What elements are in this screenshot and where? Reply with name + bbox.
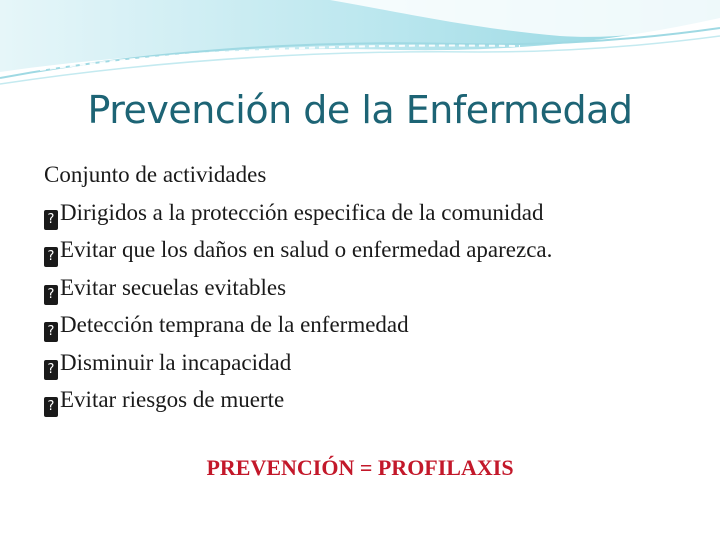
- list-item: [44, 306, 704, 344]
- list-item: [44, 269, 704, 307]
- list-item: [44, 344, 704, 382]
- list-item-text: Evitar secuelas evitables: [60, 274, 287, 300]
- missing-glyph-icon: ?: [44, 360, 58, 380]
- slide-title: Prevención de la Enfermedad: [87, 88, 633, 132]
- list-item: [44, 381, 704, 419]
- list-item-text: Disminuir la incapacidad: [60, 349, 292, 375]
- missing-glyph-icon: ?: [44, 322, 58, 342]
- decorative-wave-banner: [0, 0, 720, 90]
- list-item-text: Dirigidos a la protección especifica de la comunidad: [60, 199, 544, 225]
- list-item: [44, 194, 704, 232]
- slide-body: [44, 156, 704, 419]
- list-item-text: Evitar riesgos de muerte: [60, 387, 285, 412]
- missing-glyph-icon: ?: [44, 247, 58, 267]
- intro-line: Conjunto de actividades: [44, 162, 267, 187]
- list-item-text: Evitar que los daños en salud o enfermedad aparezca.: [60, 237, 553, 262]
- list-item-text: Detección temprana de la enfermedad: [60, 312, 409, 337]
- missing-glyph-icon: ?: [44, 210, 58, 230]
- missing-glyph-icon: ?: [44, 397, 58, 417]
- list-item: [44, 231, 704, 269]
- footer-statement: PREVENCIÓN = PROFILAXIS: [206, 455, 514, 480]
- missing-glyph-icon: ?: [44, 285, 58, 305]
